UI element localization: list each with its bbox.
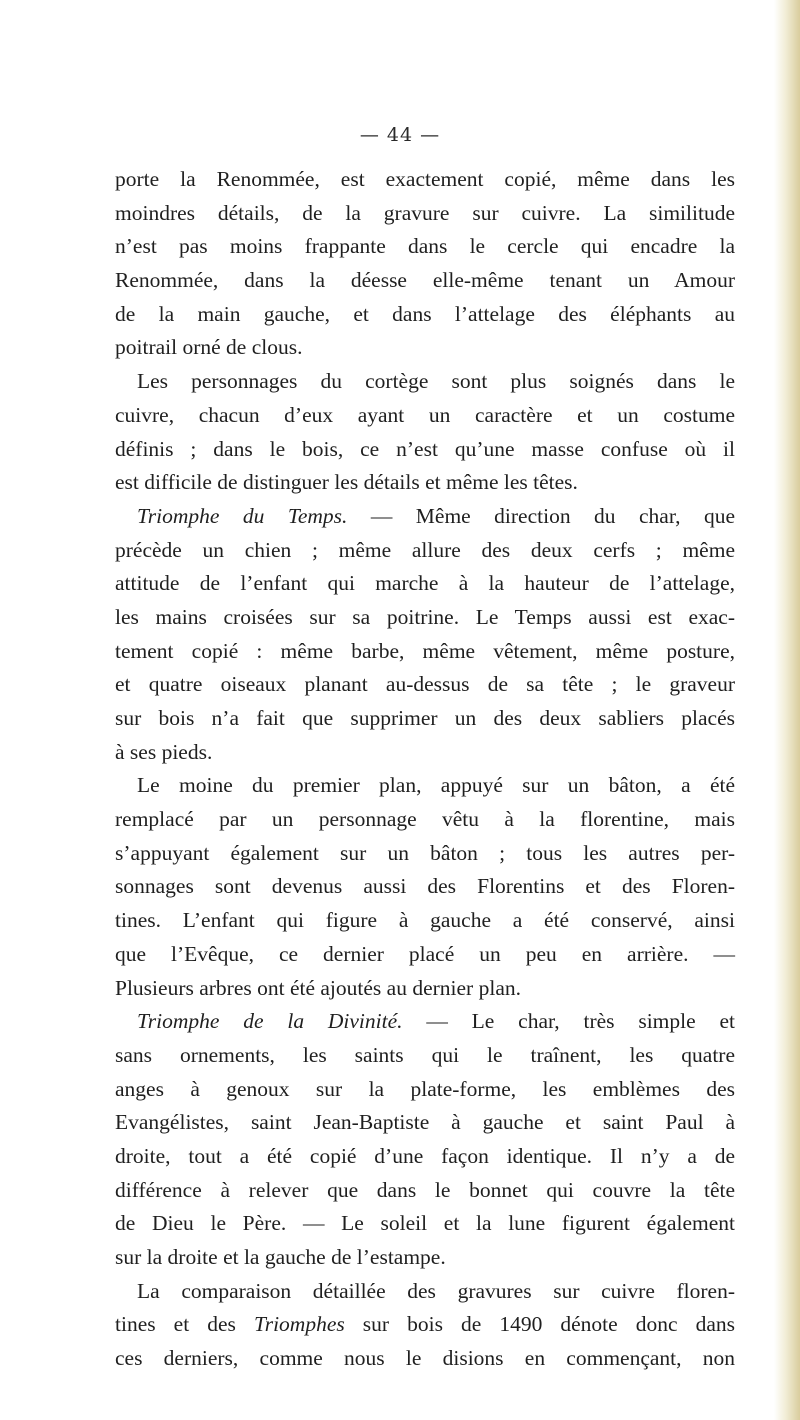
text-line <box>115 1005 735 1039</box>
text-line <box>115 1241 735 1275</box>
text-line <box>115 904 735 938</box>
text-segment: les mains croisées sur sa poitrine. Le Temps aussi est exac- <box>115 604 735 629</box>
italic-heading: Triomphe du Temps. <box>137 503 348 528</box>
text-segment: Renommée, dans la déesse elle-même tenant un Amour <box>115 268 735 293</box>
text-segment: n’est pas moins frappante dans le cercle qui encadre la <box>115 234 735 259</box>
text-segment: tines. L’enfant qui figure à gauche a été conservé, ainsi <box>115 908 735 933</box>
text-segment: Evangélistes, saint Jean-Baptiste à gauche et saint Paul à <box>115 1110 735 1135</box>
text-line <box>115 1174 735 1208</box>
text-segment: et quatre oiseaux planant au-dessus de sa tête ; le graveur <box>115 672 735 697</box>
text-segment: sonnages sont devenus aussi des Florentins et des Floren- <box>115 874 735 899</box>
text-line <box>115 298 735 332</box>
text-line <box>115 500 735 534</box>
text-segment: moindres détails, de la gravure sur cuivre. La similitude <box>115 200 735 225</box>
text-line <box>115 635 735 669</box>
text-segment: sur la droite et la gauche de l’estampe. <box>115 1245 446 1269</box>
text-segment: poitrail orné de clous. <box>115 335 303 360</box>
text-segment: tement copié : même barbe, même vêtement, même posture, <box>115 638 735 663</box>
text-segment: de Dieu le Père. — Le soleil et la lune figurent également <box>115 1211 735 1236</box>
text-segment: définis ; dans le bois, ce n’est qu’une masse confuse où il <box>115 436 735 461</box>
text-line <box>115 433 735 467</box>
page-edge-shadow <box>774 0 800 1420</box>
text-segment: sur bois de 1490 dénote donc dans <box>344 1312 735 1337</box>
text-segment: Le moine du premier plan, appuyé sur un bâton, a été <box>137 773 735 798</box>
text-line <box>115 1106 735 1140</box>
text-line <box>115 567 735 601</box>
text-line <box>115 1073 735 1107</box>
text-segment: anges à genoux sur la plate-forme, les emblèmes des <box>115 1076 735 1101</box>
text-line <box>115 197 735 231</box>
text-segment: à ses pieds. <box>115 739 213 764</box>
text-line <box>115 365 735 399</box>
text-line <box>115 1207 735 1241</box>
text-line <box>115 1039 735 1073</box>
text-line <box>115 230 735 264</box>
text-line <box>115 163 735 197</box>
text-segment: cuivre, chacun d’eux ayant un caractère et un costume <box>115 402 735 427</box>
italic-heading: Triomphes <box>253 1312 345 1337</box>
text-segment: — Le char, très simple et <box>402 1009 736 1034</box>
text-segment: porte la Renommée, est exactement copié, même dans les <box>115 167 735 191</box>
text-line <box>115 668 735 702</box>
text-line <box>115 601 735 635</box>
text-line <box>115 736 735 770</box>
text-segment: — Même direction du char, que <box>347 503 735 528</box>
text-segment: attitude de l’enfant qui marche à la hauteur de l’attelage, <box>115 571 735 596</box>
text-line <box>115 399 735 433</box>
text-line <box>115 264 735 298</box>
text-line <box>115 534 735 568</box>
text-segment: précède un chien ; même allure des deux cerfs ; même <box>115 537 735 562</box>
text-segment: s’appuyant également sur un bâton ; tous les autres per- <box>115 840 735 865</box>
text-line <box>115 870 735 904</box>
text-line <box>115 769 735 803</box>
text-segment: tines et des <box>115 1312 254 1337</box>
text-line <box>115 1275 735 1309</box>
text-segment: de la main gauche, et dans l’attelage des éléphants au <box>115 301 735 326</box>
text-segment: droite, tout a été copié d’une façon identique. Il n’y a de <box>115 1143 735 1168</box>
text-segment: remplacé par un personnage vêtu à la florentine, mais <box>115 807 735 832</box>
text-segment: différence à relever que dans le bonnet qui couvre la tête <box>115 1177 735 1202</box>
text-line <box>115 331 735 365</box>
text-line <box>115 1140 735 1174</box>
text-line <box>115 803 735 837</box>
text-line <box>115 938 735 972</box>
text-segment: La comparaison détaillée des gravures sur cuivre floren- <box>137 1278 735 1303</box>
italic-heading: Triomphe de la Divinité. <box>137 1009 403 1034</box>
text-line <box>115 466 735 500</box>
page-number: — 44 — <box>359 124 441 146</box>
text-line <box>115 837 735 871</box>
text-segment: Plusieurs arbres ont été ajoutés au dernier plan. <box>115 975 521 1000</box>
text-segment: ces derniers, comme nous le disions en commençant, non <box>115 1346 735 1371</box>
text-segment: est difficile de distinguer les détails et même les têtes. <box>115 470 578 495</box>
text-line <box>115 1342 735 1376</box>
text-segment: sur bois n’a fait que supprimer un des deux sabliers placés <box>115 706 735 730</box>
text-segment: Les personnages du cortège sont plus soignés dans le <box>137 369 735 394</box>
text-segment: sans ornements, les saints qui le traînent, les quatre <box>115 1042 735 1067</box>
text-segment: que l’Evêque, ce dernier placé un peu en arrière. — <box>115 941 735 966</box>
text-line <box>115 702 735 736</box>
text-line <box>115 1308 735 1342</box>
body-text <box>115 163 735 1376</box>
text-line <box>115 972 735 1006</box>
